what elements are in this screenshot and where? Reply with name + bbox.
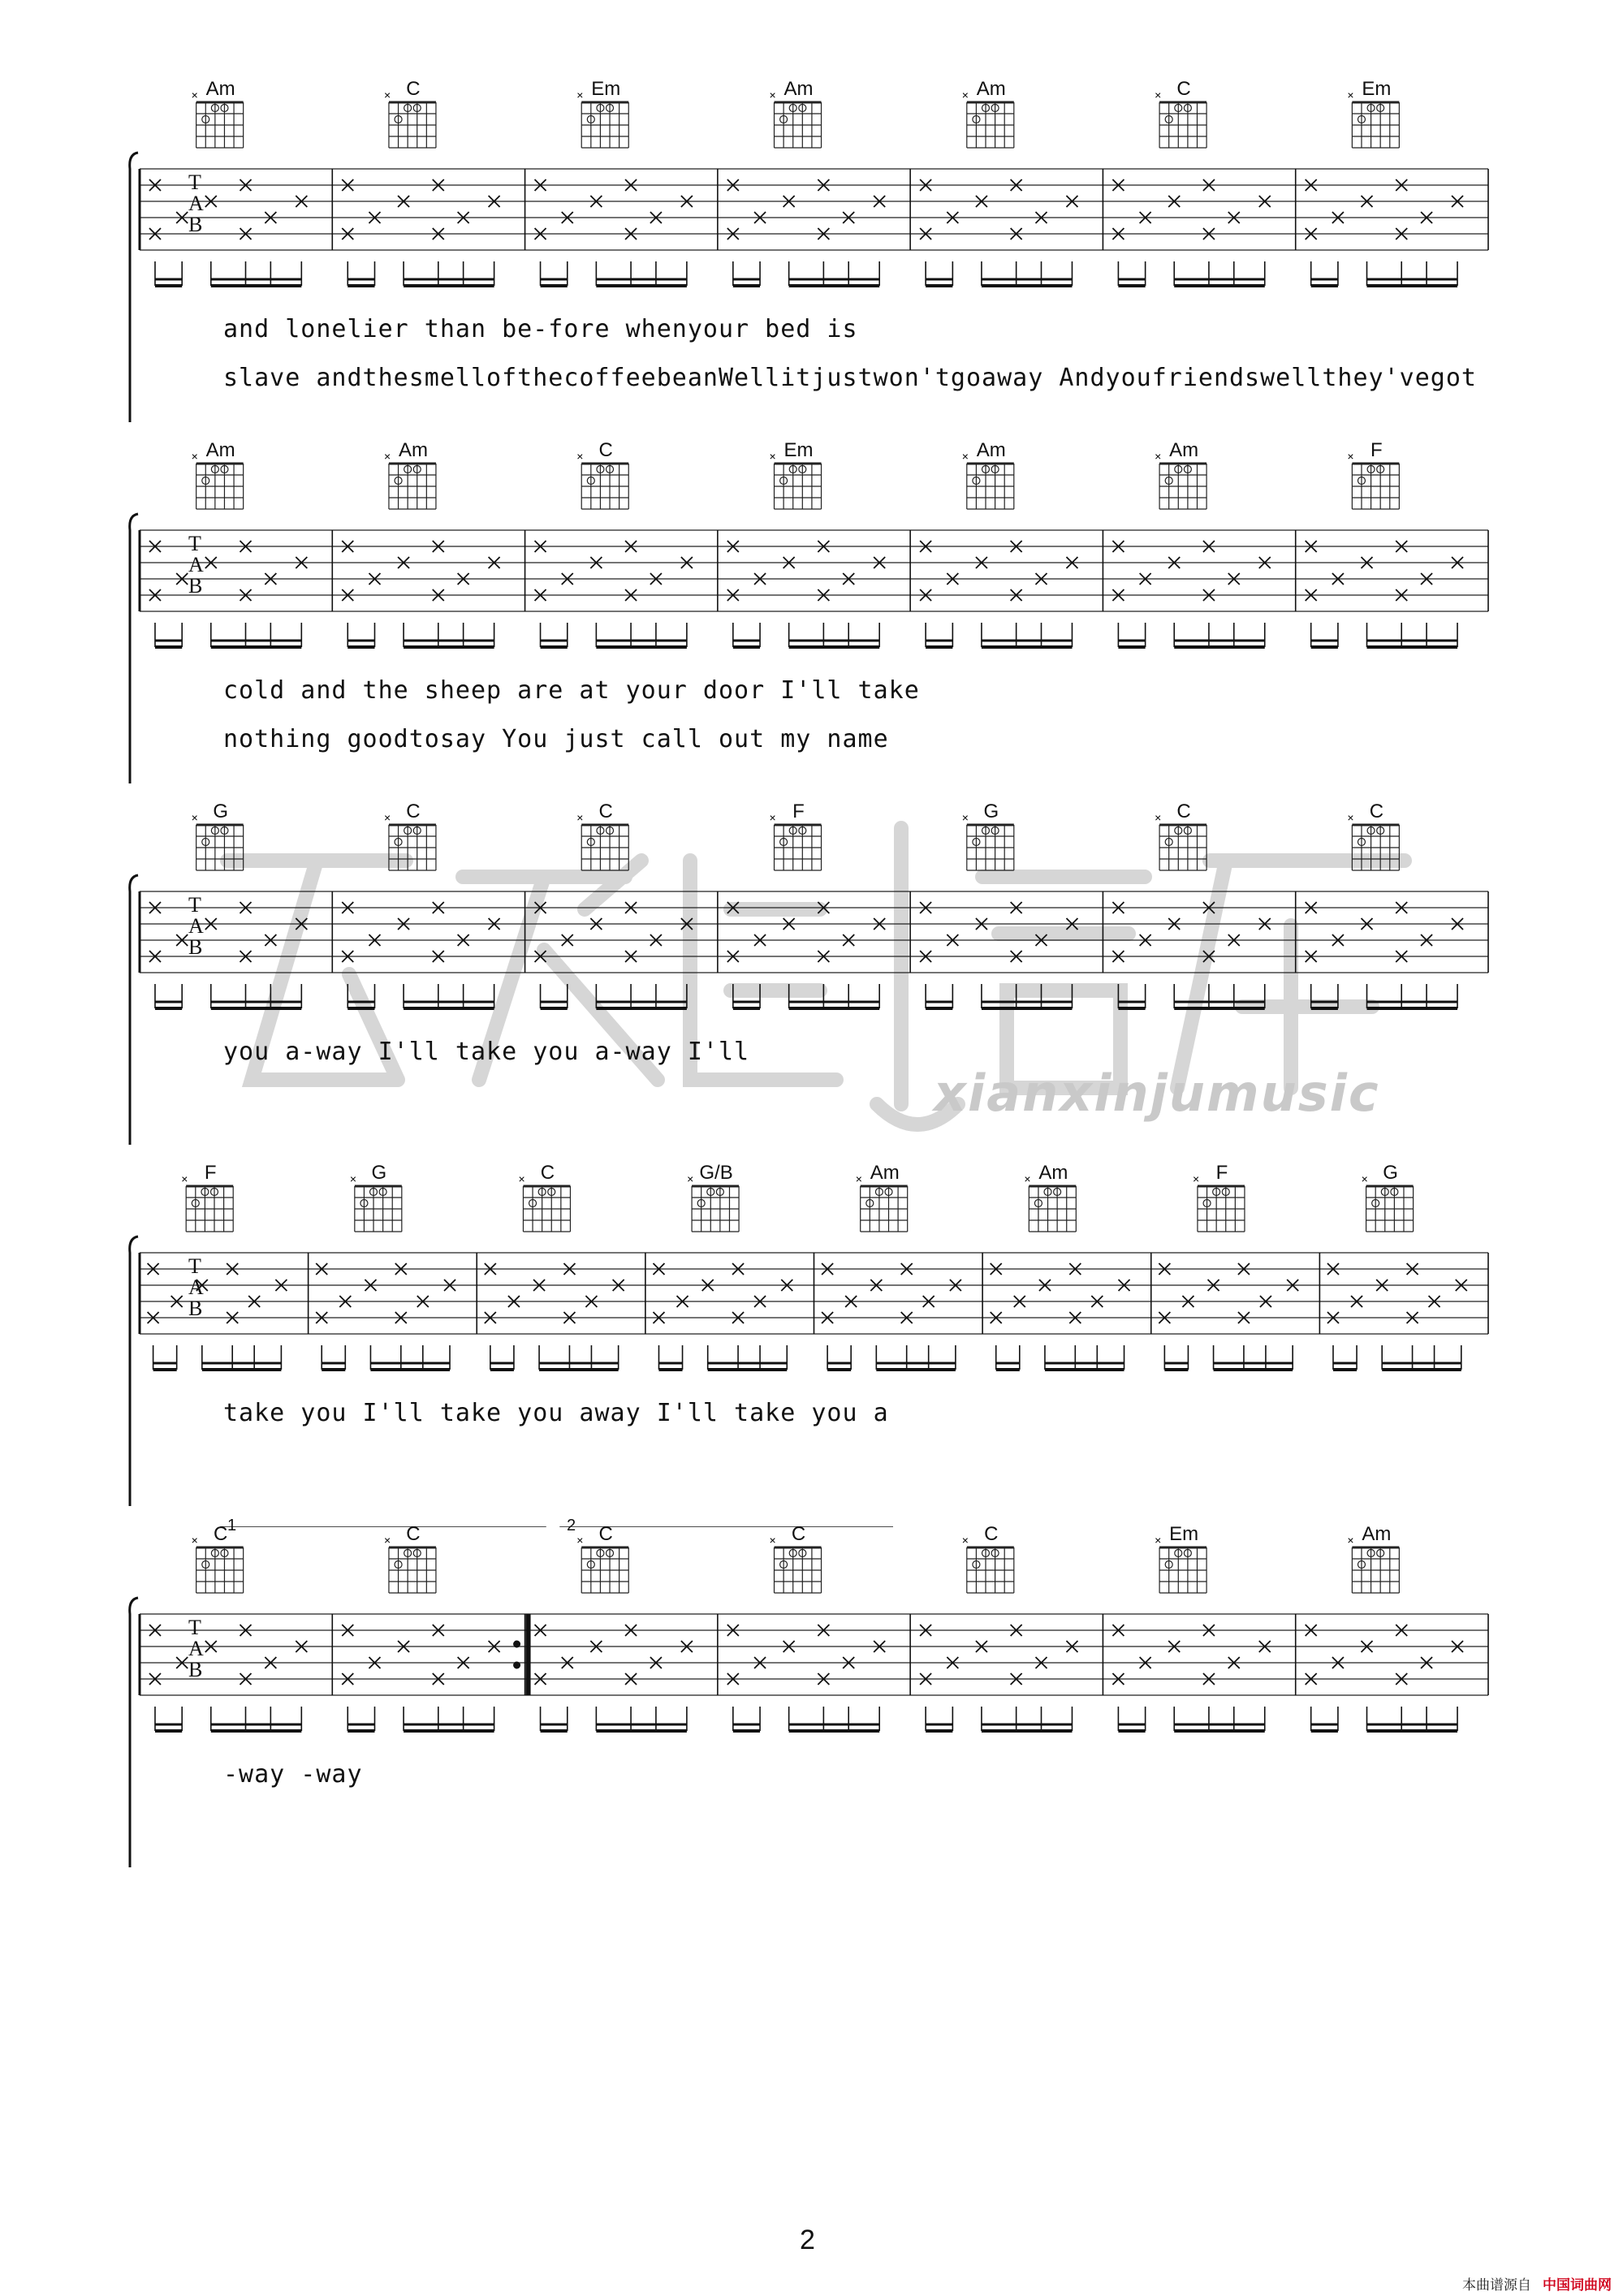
chord-name: Em: [1362, 78, 1392, 100]
system-bracket: [130, 514, 138, 783]
rhythm-beam: [926, 1707, 1072, 1731]
tab-clef-letter: A: [188, 914, 204, 938]
rhythm-beam: [347, 1707, 494, 1731]
tab-system: [0, 439, 1623, 783]
rhythm-beam: [996, 1345, 1124, 1370]
svg-text:×: ×: [1361, 1172, 1368, 1185]
rhythm-beam: [541, 1707, 687, 1731]
chord-name: Am: [870, 1162, 900, 1184]
svg-text:×: ×: [383, 450, 391, 463]
lyric-line: slave andthesmellofthecoffeebeanWellitjustwon'tgoaway Andyoufriendswellthey'vegot: [223, 364, 1477, 392]
rhythm-beam: [733, 984, 879, 1008]
svg-text:×: ×: [1347, 1534, 1354, 1547]
chord-name: Am: [1169, 439, 1199, 461]
tab-clef-letter: A: [188, 192, 204, 215]
svg-text:×: ×: [383, 1534, 391, 1547]
svg-text:×: ×: [1155, 811, 1162, 824]
volta-number: 2: [567, 1517, 576, 1534]
svg-text:×: ×: [1347, 450, 1354, 463]
chord-name: Am: [783, 78, 814, 100]
svg-text:×: ×: [961, 88, 969, 101]
chord-name: Am: [205, 78, 235, 100]
chord-name: C: [984, 1523, 999, 1545]
tab-clef-letter: B: [188, 1658, 203, 1681]
rhythm-beam: [347, 984, 494, 1008]
rhythm-beam: [733, 623, 879, 647]
tab-system: [0, 78, 1623, 422]
chord-name: Am: [1038, 1162, 1068, 1184]
system-bracket: [130, 153, 138, 422]
rhythm-beam: [347, 261, 494, 286]
svg-text:×: ×: [769, 450, 776, 463]
rhythm-beam: [1311, 623, 1457, 647]
rhythm-beam: [1311, 261, 1457, 286]
chord-name: C: [598, 439, 613, 461]
svg-text:×: ×: [1155, 88, 1162, 101]
chord-name: Am: [976, 78, 1006, 100]
chord-name: C: [406, 801, 421, 822]
tab-clef-letter: A: [188, 553, 204, 576]
rhythm-beam: [926, 261, 1072, 286]
svg-text:×: ×: [1192, 1172, 1200, 1185]
tab-clef-letter: B: [188, 574, 203, 598]
svg-text:×: ×: [855, 1172, 862, 1185]
volta-number: 1: [227, 1517, 237, 1534]
tab-system: [0, 1162, 1623, 1506]
rhythm-beam: [1118, 984, 1264, 1008]
chord-name: G/B: [699, 1162, 733, 1184]
chord-name: C: [1176, 78, 1191, 100]
svg-text:×: ×: [769, 811, 776, 824]
lyric-line: and lonelier than be-fore whenyour bed is: [223, 315, 858, 343]
tab-staff: [0, 1165, 1623, 1506]
rhythm-beam: [827, 1345, 956, 1370]
tab-clef-letter: A: [188, 1637, 204, 1660]
svg-text:×: ×: [961, 450, 969, 463]
svg-text:×: ×: [576, 811, 584, 824]
chord-name: C: [406, 78, 421, 100]
svg-text:×: ×: [191, 1534, 198, 1547]
svg-text:×: ×: [687, 1172, 694, 1185]
chord-name: Am: [1362, 1523, 1392, 1545]
svg-text:×: ×: [518, 1172, 525, 1185]
svg-text:×: ×: [1155, 1534, 1162, 1547]
rhythm-beam: [1118, 623, 1264, 647]
repeat-dot: [513, 1662, 520, 1669]
lyric-line: cold and the sheep are at your door I'll take: [223, 676, 920, 705]
rhythm-beam: [926, 623, 1072, 647]
chord-name: Am: [398, 439, 428, 461]
chord-name: F: [792, 801, 805, 822]
rhythm-beam: [490, 1345, 619, 1370]
tab-clef-letter: B: [188, 935, 203, 959]
rhythm-beam: [155, 261, 301, 286]
rhythm-beam: [1118, 261, 1264, 286]
rhythm-beam: [155, 623, 301, 647]
chord-name: C: [598, 801, 613, 822]
svg-text:×: ×: [383, 811, 391, 824]
tab-clef-letter: B: [188, 1297, 203, 1320]
chord-name: C: [598, 1523, 613, 1545]
rhythm-beam: [1311, 1707, 1457, 1731]
svg-text:×: ×: [769, 1534, 776, 1547]
svg-text:×: ×: [349, 1172, 357, 1185]
rhythm-beam: [1311, 984, 1457, 1008]
tab-clef-letter: T: [188, 532, 201, 555]
lyric-line: you a-way I'll take you a-way I'll: [223, 1038, 750, 1066]
lyric-line: -way -way: [223, 1760, 363, 1789]
chord-name: Am: [976, 439, 1006, 461]
svg-text:×: ×: [1024, 1172, 1031, 1185]
svg-text:×: ×: [576, 88, 584, 101]
rhythm-beam: [541, 623, 687, 647]
svg-text:×: ×: [1347, 811, 1354, 824]
chord-name: F: [1370, 439, 1383, 461]
chord-name: G: [213, 801, 228, 822]
watermark-text: xianxinjumusic: [934, 1064, 1380, 1123]
svg-text:×: ×: [191, 88, 198, 101]
tab-staff: [0, 804, 1623, 1145]
svg-text:×: ×: [576, 450, 584, 463]
rhythm-beam: [1333, 1345, 1461, 1370]
chord-name: Em: [591, 78, 621, 100]
svg-text:×: ×: [383, 88, 391, 101]
svg-text:×: ×: [191, 450, 198, 463]
system-bracket: [130, 1236, 138, 1506]
tab-clef-letter: T: [188, 170, 201, 194]
system-bracket: [130, 875, 138, 1145]
rhythm-beam: [155, 1707, 301, 1731]
rhythm-beam: [541, 261, 687, 286]
rhythm-beam: [1118, 1707, 1264, 1731]
rhythm-beam: [347, 623, 494, 647]
svg-text:×: ×: [1347, 88, 1354, 101]
source-footer: [1462, 2273, 1612, 2294]
tab-clef-letter: T: [188, 1254, 201, 1278]
svg-text:×: ×: [961, 1534, 969, 1547]
lyric-line: nothing goodtosay You just call out my name: [223, 725, 889, 753]
chord-name: C: [540, 1162, 555, 1184]
svg-text:×: ×: [1155, 450, 1162, 463]
tab-clef-letter: B: [188, 213, 203, 236]
svg-text:×: ×: [961, 811, 969, 824]
source-site-link[interactable]: 中国词曲网: [1543, 2277, 1612, 2293]
svg-text:×: ×: [191, 811, 198, 824]
chord-name: C: [1369, 801, 1384, 822]
chord-name: C: [1176, 801, 1191, 822]
page-number: 2: [800, 2225, 815, 2255]
tab-system: [0, 1517, 1623, 1867]
rhythm-beam: [926, 984, 1072, 1008]
tab-system: [0, 801, 1623, 1145]
tab-staff: [0, 1526, 1623, 1867]
rhythm-beam: [541, 984, 687, 1008]
svg-text:×: ×: [576, 1534, 584, 1547]
rhythm-beam: [322, 1345, 450, 1370]
chord-name: Em: [1169, 1523, 1199, 1545]
lyric-line: take you I'll take you away I'll take you a: [223, 1399, 889, 1427]
rhythm-beam: [1164, 1345, 1293, 1370]
source-label: 本曲谱源自: [1462, 2277, 1531, 2293]
svg-text:×: ×: [769, 88, 776, 101]
chord-name: F: [204, 1162, 217, 1184]
chord-name: C: [406, 1523, 421, 1545]
rhythm-beam: [733, 261, 879, 286]
chord-name: Am: [205, 439, 235, 461]
chord-name: C: [791, 1523, 806, 1545]
tab-clef-letter: A: [188, 1275, 204, 1299]
chord-name: G: [983, 801, 999, 822]
system-bracket: [130, 1598, 138, 1867]
svg-text:×: ×: [181, 1172, 188, 1185]
chord-name: C: [213, 1523, 228, 1545]
rhythm-beam: [153, 1345, 282, 1370]
chord-name: G: [371, 1162, 387, 1184]
tab-clef-letter: T: [188, 893, 201, 917]
chord-name: Em: [783, 439, 814, 461]
rhythm-beam: [155, 984, 301, 1008]
rhythm-beam: [658, 1345, 787, 1370]
tab-clef-letter: T: [188, 1616, 201, 1639]
chord-name: G: [1383, 1162, 1398, 1184]
chord-name: F: [1215, 1162, 1228, 1184]
repeat-dot: [513, 1641, 520, 1648]
rhythm-beam: [733, 1707, 879, 1731]
